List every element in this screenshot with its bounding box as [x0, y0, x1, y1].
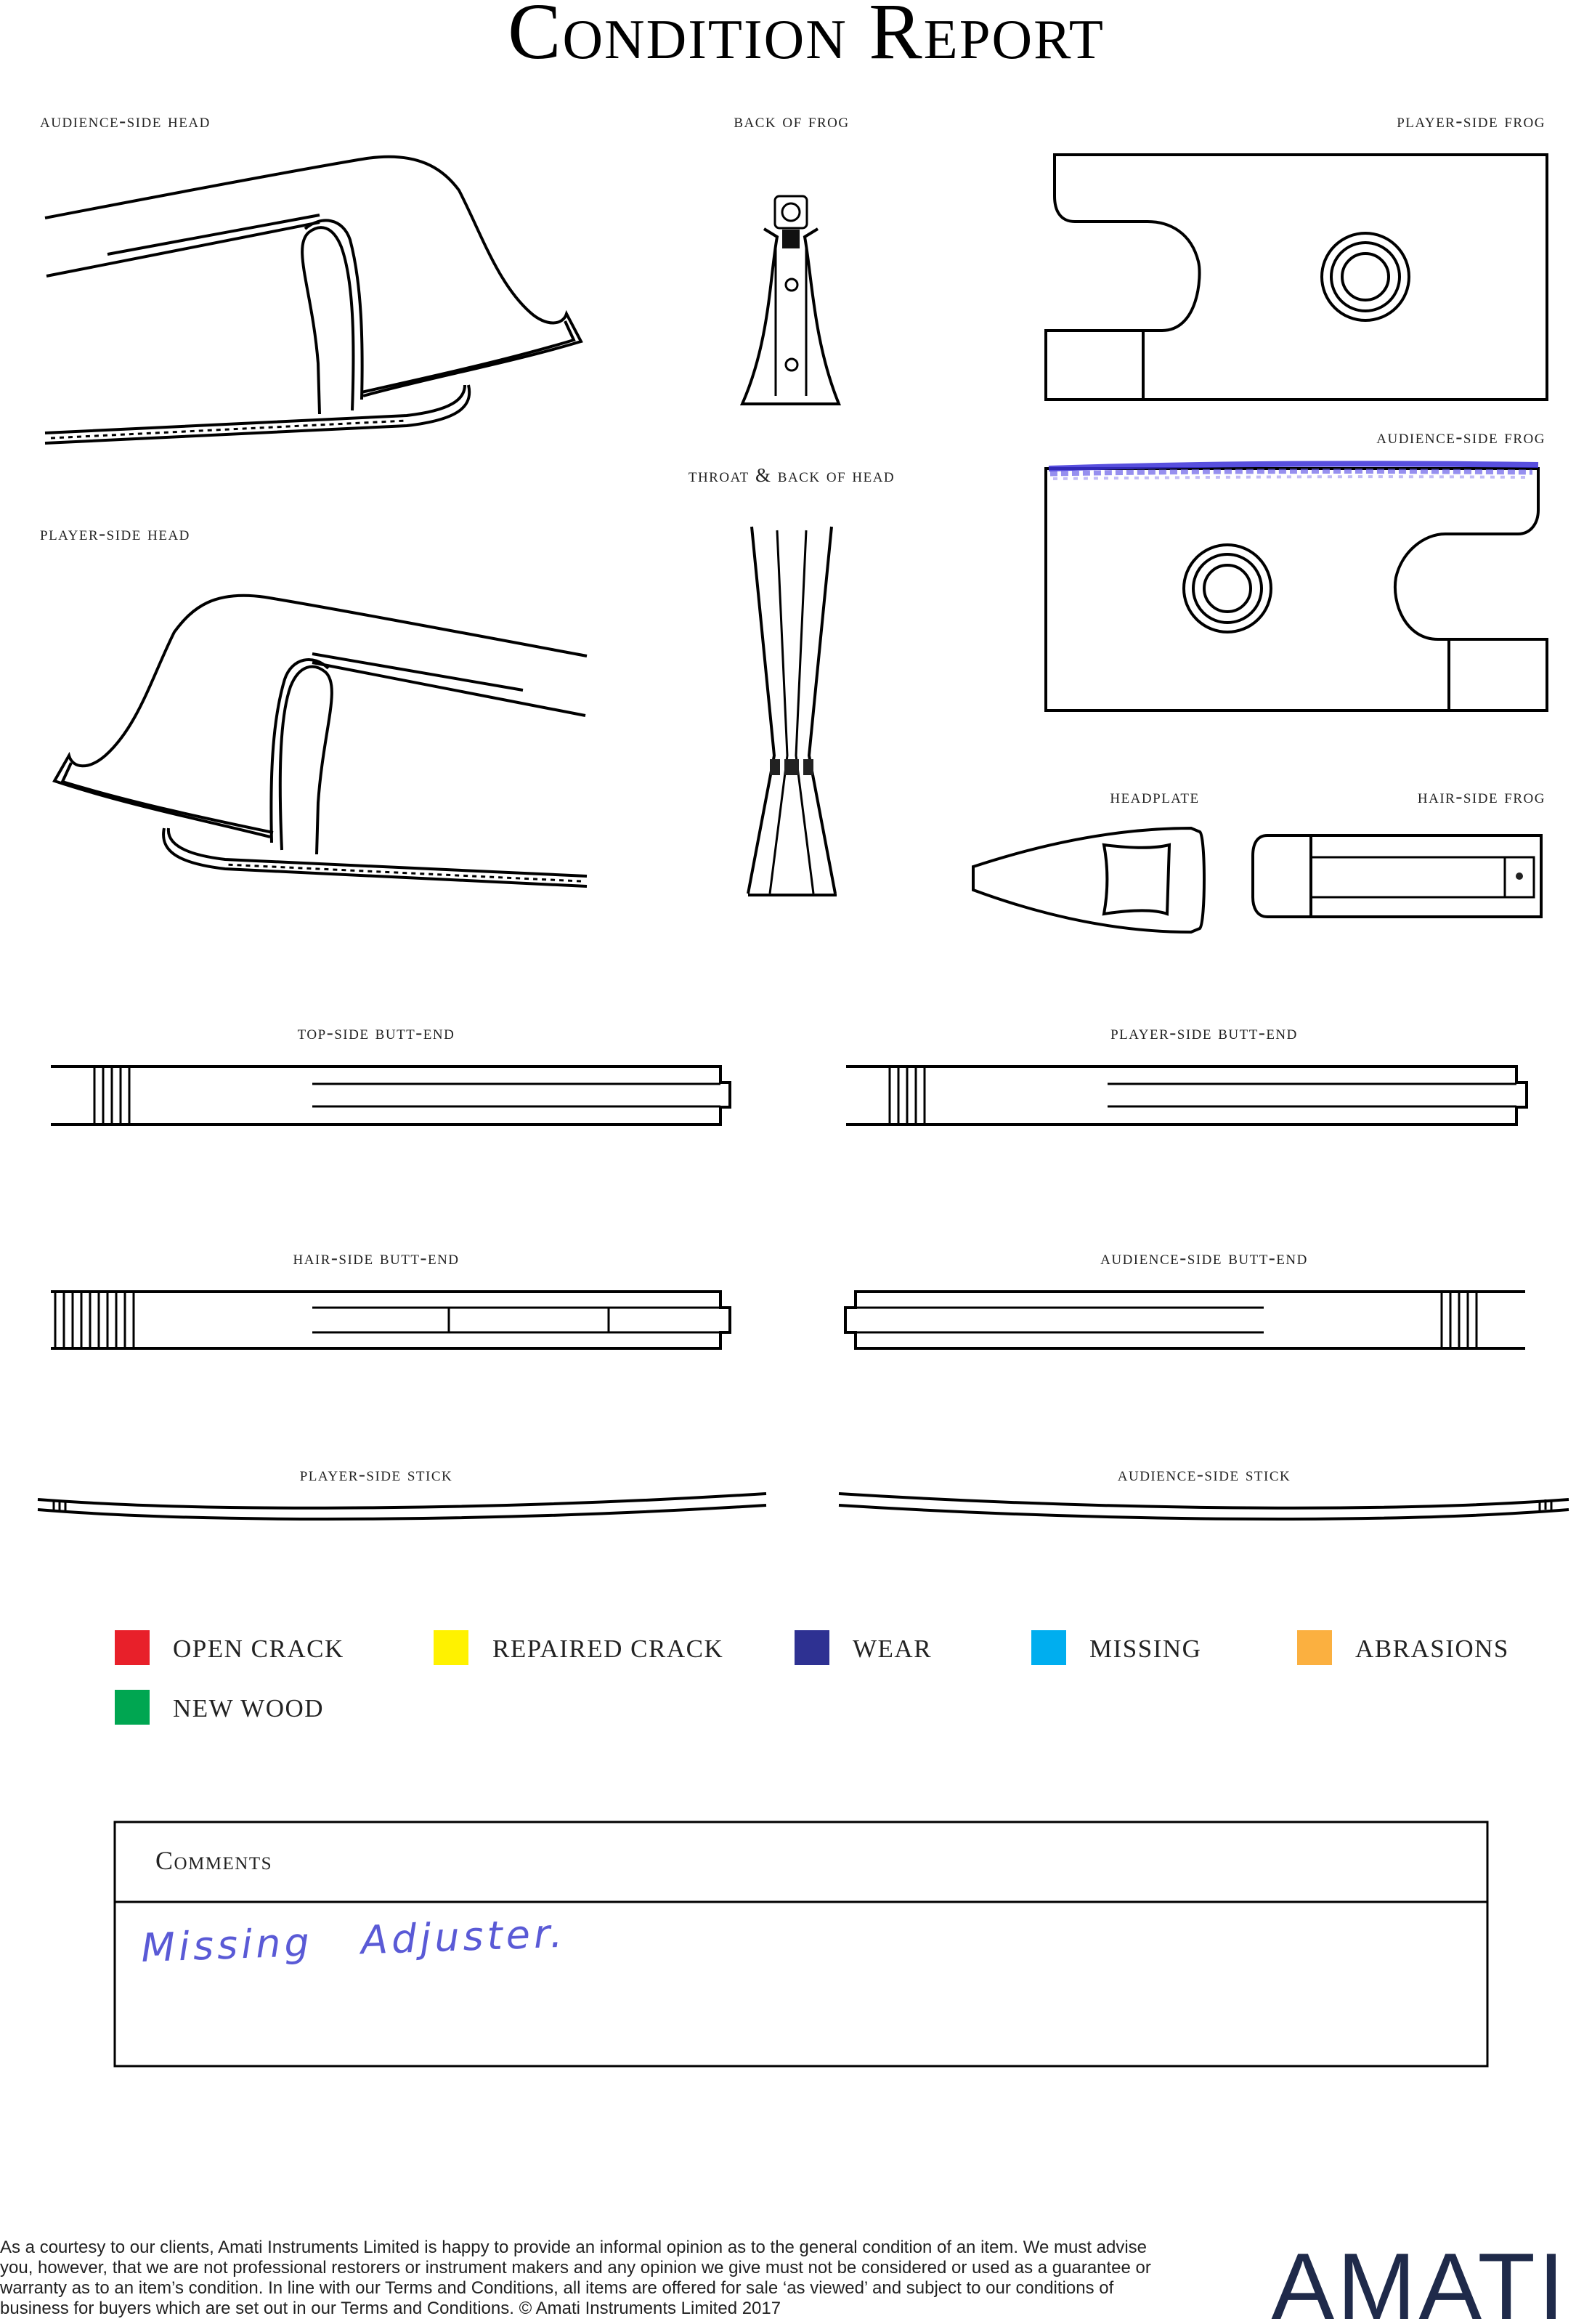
legend-label-wear: WEAR	[853, 1635, 933, 1663]
label-player-side-head: player-side head	[40, 522, 190, 544]
amati-logo: AMATI	[1271, 2233, 1567, 2324]
label-audience-side-stick: audience-side stick	[1117, 1463, 1291, 1485]
legend-swatch-missing	[1031, 1630, 1066, 1665]
label-headplate: headplate	[1110, 785, 1200, 807]
legend	[115, 1630, 1509, 1725]
label-hair-side-butt-end: hair-side butt-end	[293, 1247, 460, 1268]
audience-side-stick-drawing	[839, 1494, 1569, 1519]
label-throat-back-of-head: throat & back of head	[688, 464, 895, 486]
label-hair-side-frog: hair-side frog	[1417, 785, 1546, 807]
player-side-stick-drawing	[38, 1494, 766, 1519]
audience-side-frog-drawing	[1046, 469, 1547, 710]
audience-side-butt-end-drawing	[845, 1292, 1525, 1348]
label-audience-side-frog: audience-side frog	[1376, 426, 1546, 448]
label-player-side-frog: player-side frog	[1397, 110, 1546, 131]
label-player-side-butt-end: player-side butt-end	[1110, 1021, 1298, 1043]
legend-label-new-wood: NEW WOOD	[173, 1694, 325, 1722]
label-audience-side-butt-end: audience-side butt-end	[1100, 1247, 1308, 1268]
legend-swatch-new-wood	[115, 1690, 150, 1725]
legend-label-repaired-crack: REPAIRED CRACK	[492, 1635, 724, 1663]
comments-heading: Comments	[155, 1846, 273, 1875]
comments-box	[115, 1822, 1487, 2066]
legend-swatch-open-crack	[115, 1630, 150, 1665]
legend-swatch-wear	[795, 1630, 829, 1665]
label-top-side-butt-end: top-side butt-end	[297, 1021, 455, 1043]
legend-label-open-crack: OPEN CRACK	[173, 1635, 344, 1663]
wear-marking	[1049, 463, 1538, 479]
player-side-butt-end-drawing	[846, 1066, 1527, 1125]
hair-side-frog-drawing	[1253, 835, 1541, 917]
label-player-side-stick: player-side stick	[299, 1463, 453, 1485]
throat-back-of-head-drawing	[748, 527, 837, 895]
legend-swatch-abrasions	[1297, 1630, 1332, 1665]
footer-disclaimer: As a courtesy to our clients, Amati Instruments Limited is happy to provide an informal opinion as to the general condition of an item. We must advise you, however, that we are not professional restorers or instrument makers and any opinion we give must not be considered or used as a guarantee or warranty as to an item’s condition. In line with our Terms and Conditions, all items are offered for sale ‘as viewed’ and subject to our conditions of business for buyers which are set out in our Terms and Conditions. © Amati Instruments Limited 2017	[0, 2238, 1151, 2318]
label-back-of-frog: back of frog	[734, 110, 850, 131]
legend-label-abrasions: ABRASIONS	[1355, 1635, 1509, 1663]
headplate-drawing	[973, 828, 1204, 932]
audience-side-head-drawing	[45, 157, 581, 443]
hair-side-butt-end-drawing	[51, 1292, 730, 1348]
top-side-butt-end-drawing	[51, 1066, 730, 1125]
player-side-frog-drawing	[1046, 155, 1547, 400]
page-title: Condition Report	[508, 0, 1105, 76]
back-of-frog-drawing	[742, 196, 839, 404]
label-audience-side-head: audience-side head	[40, 110, 211, 131]
legend-swatch-repaired-crack	[434, 1630, 468, 1665]
comments-text: Missing Adjuster.	[140, 1910, 567, 1971]
legend-label-missing: MISSING	[1089, 1635, 1202, 1663]
player-side-head-drawing	[54, 596, 587, 886]
